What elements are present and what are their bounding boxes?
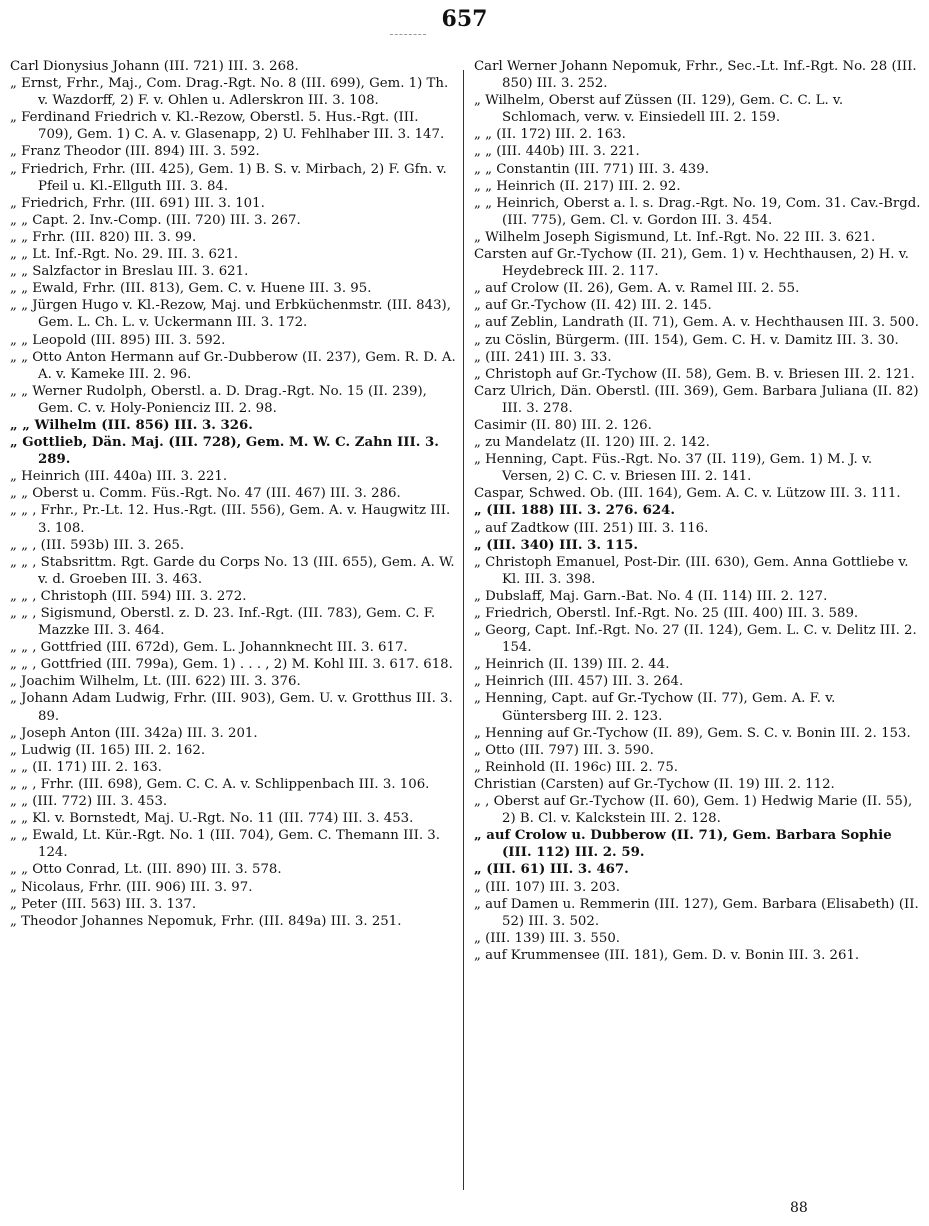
register-entry: „ „ Heinrich (II. 217) III. 2. 92. (474, 178, 681, 194)
register-entry: „ Heinrich (III. 440a) III. 3. 221. (10, 469, 228, 485)
register-entry: „ Henning, Capt. Füs.-Rgt. No. 37 (II. 119), Gem. 1) M. J. v. Versen, 2) C. C. v. Briesen III. 2. 141. (474, 452, 873, 485)
register-entry: „ Reinhold (II. 196c) III. 2. 75. (474, 759, 679, 775)
register-entry: „ auf Crolow u. Dubberow (II. 71), Gem. Barbara Sophie (III. 112) III. 2. 59. (474, 828, 892, 861)
register-entry: „ „ (III. 440b) III. 3. 221. (474, 144, 640, 160)
register-entry: „ Otto (III. 797) III. 3. 590. (474, 742, 654, 758)
register-entry: „ „ Werner Rudolph, Oberstl. a. D. Drag.-Rgt. No. 15 (II. 239), Gem. C. v. Holy-Ponienciz III. 2. 98. (10, 383, 427, 416)
register-entry: „ „ Frhr. (III. 820) III. 3. 99. (10, 229, 197, 245)
register-entry: „ zu Mandelatz (II. 120) III. 2. 142. (474, 435, 710, 451)
page-number: 657 (441, 6, 488, 32)
register-entry: „ (III. 340) III. 3. 115. (474, 537, 638, 553)
register-entry: „ (III. 241) III. 3. 33. (474, 349, 612, 365)
register-entry: „ „ Leopold (III. 895) III. 3. 592. (10, 332, 226, 348)
register-entry: „ „ , (III. 593b) III. 3. 265. (10, 537, 185, 553)
register-entry: „ „ Otto Conrad, Lt. (III. 890) III. 3. 578. (10, 862, 282, 878)
register-entry: „ Christoph Emanuel, Post-Dir. (III. 630), Gem. Anna Gottliebe v. Kl. III. 3. 398. (474, 554, 909, 587)
register-entry: „ (III. 139) III. 3. 550. (474, 930, 621, 946)
register-entry: „ (III. 61) III. 3. 467. (474, 862, 629, 878)
register-entry: „ auf Zadtkow (III. 251) III. 3. 116. (474, 520, 709, 536)
register-entry: „ auf Damen u. Remmerin (III. 127), Gem. Barbara (Elisabeth) (II. 52) III. 3. 502. (474, 896, 919, 929)
register-entry: „ „ , Christoph (III. 594) III. 3. 272. (10, 588, 247, 604)
register-entry: „ auf Zeblin, Landrath (II. 71), Gem. A. v. Hechthausen III. 3. 500. (474, 315, 919, 331)
register-entry: „ , Oberst auf Gr.-Tychow (II. 60), Gem. 1) Hedwig Marie (II. 55), 2) B. Cl. v. Kalckstein III. 2. 128. (474, 794, 913, 827)
register-entry: „ „ (II. 172) III. 2. 163. (474, 127, 626, 143)
register-entry: „ „ , Gottfried (III. 672d), Gem. L. Johannknecht III. 3. 617. (10, 640, 408, 656)
register-entry: „ Franz Theodor (III. 894) III. 3. 592. (10, 144, 260, 160)
register-entry: „ Ludwig (II. 165) III. 2. 162. (10, 742, 206, 758)
register-entry: „ „ Wilhelm (III. 856) III. 3. 326. (10, 417, 253, 433)
register-entry: Casimir (II. 80) III. 2. 126. (474, 417, 652, 433)
register-entry: „ „ , Stabsrittm. Rgt. Garde du Corps No. 13 (III. 655), Gem. A. W. v. d. Groeben III. 3. 463. (10, 554, 455, 587)
register-entry: „ Henning, Capt. auf Gr.-Tychow (II. 77), Gem. A. F. v. Güntersberg III. 2. 123. (474, 691, 836, 724)
register-entry: „ „ Oberst u. Comm. Füs.-Rgt. No. 47 (III. 467) III. 3. 286. (10, 486, 401, 502)
register-entry: „ „ , Sigismund, Oberstl. z. D. 23. Inf.-Rgt. (III. 783), Gem. C. F. Mazzke III. 3. 464. (10, 606, 436, 639)
register-entry: „ Nicolaus, Frhr. (III. 906) III. 3. 97. (10, 879, 253, 895)
register-entry: „ auf Crolow (II. 26), Gem. A. v. Ramel III. 2. 55. (474, 281, 800, 297)
register-entry: „ „ Ewald, Lt. Kür.-Rgt. No. 1 (III. 704), Gem. C. Themann III. 3. 124. (10, 828, 440, 861)
register-entry: „ Wilhelm Joseph Sigismund, Lt. Inf.-Rgt. No. 22 III. 3. 621. (474, 229, 876, 245)
register-entry: „ „ Kl. v. Bornstedt, Maj. U.-Rgt. No. 11 (III. 774) III. 3. 453. (10, 811, 414, 827)
register-entry: „ „ (III. 772) III. 3. 453. (10, 794, 168, 810)
register-entry: „ „ Jürgen Hugo v. Kl.-Rezow, Maj. und Erbküchenmstr. (III. 843), Gem. L. Ch. L. v. Uckermann III. 3. 172. (10, 298, 451, 331)
register-entry: „ „ Constantin (III. 771) III. 3. 439. (474, 161, 709, 177)
register-entry: „ Christoph auf Gr.-Tychow (II. 58), Gem. B. v. Briesen III. 2. 121. (474, 366, 915, 382)
register-entry: „ Joachim Wilhelm, Lt. (III. 622) III. 3. 376. (10, 674, 301, 690)
register-entry: „ Dubslaff, Maj. Garn.-Bat. No. 4 (II. 114) III. 2. 127. (474, 588, 828, 604)
register-entry: „ „ Salzfactor in Breslau III. 3. 621. (10, 264, 249, 280)
register-entry: „ zu Cöslin, Bürgerm. (III. 154), Gem. C. H. v. Damitz III. 3. 30. (474, 332, 899, 348)
register-entry: „ Theodor Johannes Nepomuk, Frhr. (III. 849a) III. 3. 251. (10, 913, 402, 929)
right-column (474, 58, 924, 964)
register-entry: „ Joseph Anton (III. 342a) III. 3. 201. (10, 725, 258, 741)
register-entry: Carz Ulrich, Dän. Oberstl. (III. 369), Gem. Barbara Juliana (II. 82) III. 3. 278. (474, 383, 919, 416)
register-entry: „ „ Otto Anton Hermann auf Gr.-Dubberow (II. 237), Gem. R. D. A. A. v. Kameke III. 2. 96. (10, 349, 456, 382)
register-entry: „ „ Lt. Inf.-Rgt. No. 29. III. 3. 621. (10, 247, 239, 263)
left-column (10, 58, 456, 930)
register-entry: „ Heinrich (II. 139) III. 2. 44. (474, 657, 670, 673)
register-entry: „ Friedrich, Frhr. (III. 425), Gem. 1) B. S. v. Mirbach, 2) F. Gfn. v. Pfeil u. Kl.-Ellguth III. 3. 84. (10, 161, 447, 194)
register-entry: „ auf Krummensee (III. 181), Gem. D. v. Bonin III. 3. 261. (474, 947, 860, 963)
register-entry: „ „ Ewald, Frhr. (III. 813), Gem. C. v. Huene III. 3. 95. (10, 281, 372, 297)
register-entry: „ „ (II. 171) III. 2. 163. (10, 759, 162, 775)
register-entry: Caspar, Schwed. Ob. (III. 164), Gem. A. C. v. Lützow III. 3. 111. (474, 486, 901, 502)
register-entry: „ Georg, Capt. Inf.-Rgt. No. 27 (II. 124), Gem. L. C. v. Delitz III. 2. 154. (474, 623, 917, 656)
register-entry: „ Gottlieb, Dän. Maj. (III. 728), Gem. M. W. C. Zahn III. 3. 289. (10, 435, 439, 468)
register-entry: „ Henning auf Gr.-Tychow (II. 89), Gem. S. C. v. Bonin III. 2. 153. (474, 725, 911, 741)
register-entry: Carl Dionysius Johann (III. 721) III. 3. 268. (10, 59, 299, 74)
register-entry: „ Ferdinand Friedrich v. Kl.-Rezow, Oberstl. 5. Hus.-Rgt. (III. 709), Gem. 1) C. A. v. Glasenapp, 2) U. Fehlhaber III. 3. 147. (10, 110, 445, 143)
register-entry: „ „ Capt. 2. Inv.-Comp. (III. 720) III. 3. 267. (10, 212, 301, 228)
register-entry: „ Wilhelm, Oberst auf Züssen (II. 129), Gem. C. C. L. v. Schlomach, verw. v. Einsiedell III. 2. 159. (474, 93, 844, 126)
register-entry: „ Peter (III. 563) III. 3. 137. (10, 896, 197, 912)
register-entry: „ (III. 188) III. 3. 276. 624. (474, 503, 675, 519)
register-entry: Christian (Carsten) auf Gr.-Tychow (II. 19) III. 2. 112. (474, 776, 835, 792)
register-entry: „ Friedrich, Oberstl. Inf.-Rgt. No. 25 (III. 400) III. 3. 589. (474, 606, 859, 621)
register-entry: „ Heinrich (III. 457) III. 3. 264. (474, 674, 684, 690)
register-entry: „ Ernst, Frhr., Maj., Com. Drag.-Rgt. No. 8 (III. 699), Gem. 1) Th. v. Wazdorff, 2) F. v. Ohlen u. Adlerskron III. 3. 108. (10, 76, 449, 109)
register-entry: „ „ , Frhr. (III. 698), Gem. C. C. A. v. Schlippenbach III. 3. 106. (10, 776, 430, 792)
register-entry: Carsten auf Gr.-Tychow (II. 21), Gem. 1) v. Hechthausen, 2) H. v. Heydebreck III. 2. 117. (474, 247, 909, 280)
register-entry: „ Friedrich, Frhr. (III. 691) III. 3. 101. (10, 195, 265, 211)
register-entry: „ Johann Adam Ludwig, Frhr. (III. 903), Gem. U. v. Grotthus III. 3. 89. (10, 691, 453, 724)
register-entry: „ auf Gr.-Tychow (II. 42) III. 2. 145. (474, 298, 712, 314)
register-entry: „ „ , Frhr., Pr.-Lt. 12. Hus.-Rgt. (III. 556), Gem. A. v. Haugwitz III. 3. 108. (10, 503, 451, 536)
register-entry: „ „ Heinrich, Oberst a. l. s. Drag.-Rgt. No. 19, Com. 31. Cav.-Brgd. (III. 775), Gem. Cl. v. Gordon III. 3. 454. (474, 195, 921, 228)
register-entry: „ (III. 107) III. 3. 203. (474, 879, 621, 895)
column-divider (463, 70, 464, 1190)
register-entry: „ „ , Gottfried (III. 799a), Gem. 1) . . . , 2) M. Kohl III. 3. 617. 618. (10, 657, 453, 673)
header-rule (390, 34, 426, 35)
register-entry: Carl Werner Johann Nepomuk, Frhr., Sec.-Lt. Inf.-Rgt. No. 28 (III. 850) III. 3. 252. (474, 59, 917, 92)
signature-number: 88 (790, 1200, 808, 1216)
